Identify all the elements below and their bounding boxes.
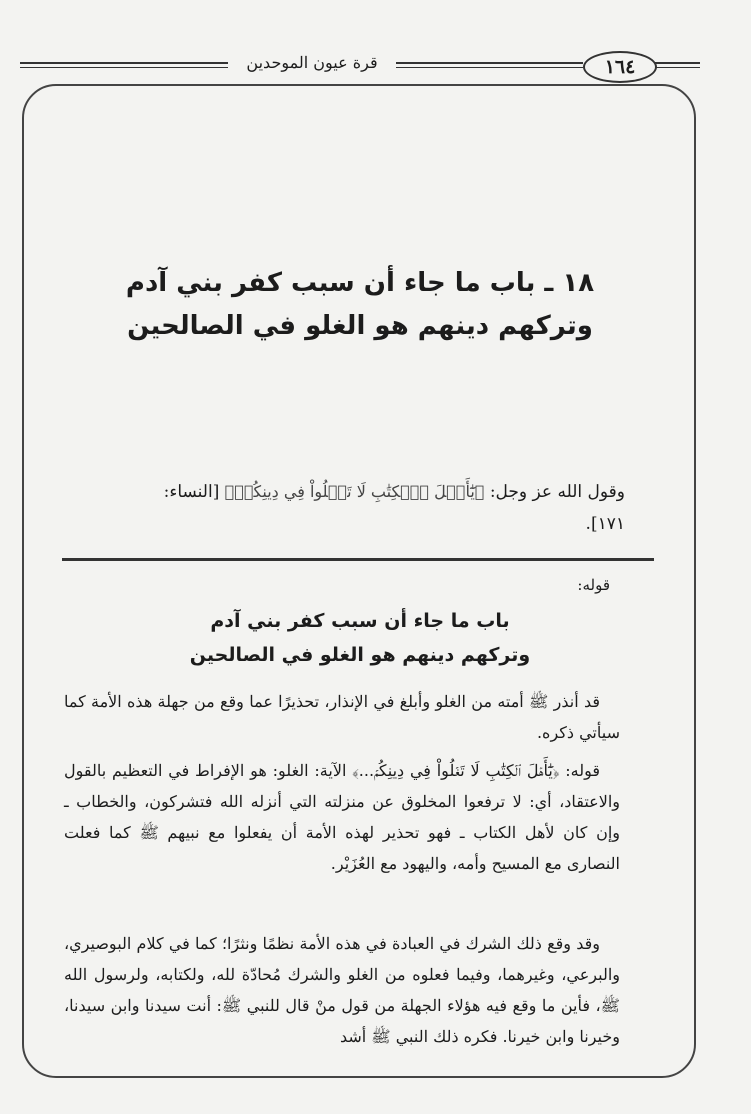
header-rule-left-thin [20, 67, 230, 68]
header-rule-middle [388, 62, 583, 64]
commentary-paragraph-3 [64, 928, 620, 1052]
paragraph-text: وقد وقع ذلك الشرك في العبادة في هذه الأمة نظمًا ونثرًا؛ كما في كلام البوصيري، والبرعي، وغيرهما، وفيما فعلوه من الغلو والشرك مُحادّة لله، ولكتابه، ولرسول الله ﷺ، فأين ما وقع فيه هؤلاء الجهلة من قول منْ قال للنبي ﷺ: أنت سيدنا وابن سيدنا، وخيرنا وابن خيرنا. فكره ذلك النبي ﷺ أشد [64, 934, 620, 1046]
header-rule-right-thin [655, 67, 700, 68]
commentary-paragraph-1 [64, 686, 620, 748]
header-rule-middle-thin [388, 67, 583, 68]
running-head-title: قرة عيون الموحدين [228, 53, 396, 72]
chapter-title-line-2: وتركهم دينهم هو الغلو في الصالحين [127, 311, 593, 341]
verse-intro: وقول الله عز وجل: [484, 482, 625, 502]
verse-line-2 [60, 509, 625, 539]
page-number: ١٦٤ [583, 51, 657, 83]
commentary-title [60, 604, 660, 672]
verse-line-1 [60, 477, 625, 507]
verse-reference-number: ١٧١]. [585, 514, 625, 534]
chapter-title-line-1: ١٨ ـ باب ما جاء أن سبب كفر بني آدم [125, 268, 595, 298]
commentary-paragraph-2 [64, 755, 620, 879]
paragraph-text: قد أنذر ﷺ أمته من الغلو وأبلغ في الإنذار، تحذيرًا عما وقع من جهلة هذه الأمة كما سيأتي ذكره. [64, 692, 620, 742]
chapter-title [60, 262, 660, 348]
verse-reference: [النساء: [163, 482, 225, 502]
quran-verse: ﴿يَٰٓأَهۡلَ ٱلۡكِتَٰبِ لَا تَغۡلُواْ فِي دِينِكُمۡ﴾ [224, 482, 485, 501]
commentary-label: قوله: [577, 576, 610, 594]
section-divider [62, 558, 654, 561]
commentary-title-line-2: وتركهم دينهم هو الغلو في الصالحين [189, 644, 531, 666]
header-rule-right [655, 62, 700, 64]
paragraph-text: قوله: ﴿يَٰٓأَهۡلَ ٱلۡكِتَٰبِ لَا تَغۡلُواْ فِي دِينِكُمۡ...﴾ الآية: الغلو: هو الإفراط في التعظيم بالقول والاعتقاد، أي: لا ترفعوا المخلوق عن منزلته التي أنزله الله فتشركون، والخطاب ـ وإن كان لأهل الكتاب ـ فهو تحذير لهذه الأمة أن يفعلوا مع نبيهم ﷺ كما فعلت النصارى مع المسيح وأمه، واليهود مع العُزَيْر. [64, 761, 621, 873]
header-rule-left [20, 62, 230, 64]
commentary-title-line-1: باب ما جاء أن سبب كفر بني آدم [210, 610, 510, 632]
